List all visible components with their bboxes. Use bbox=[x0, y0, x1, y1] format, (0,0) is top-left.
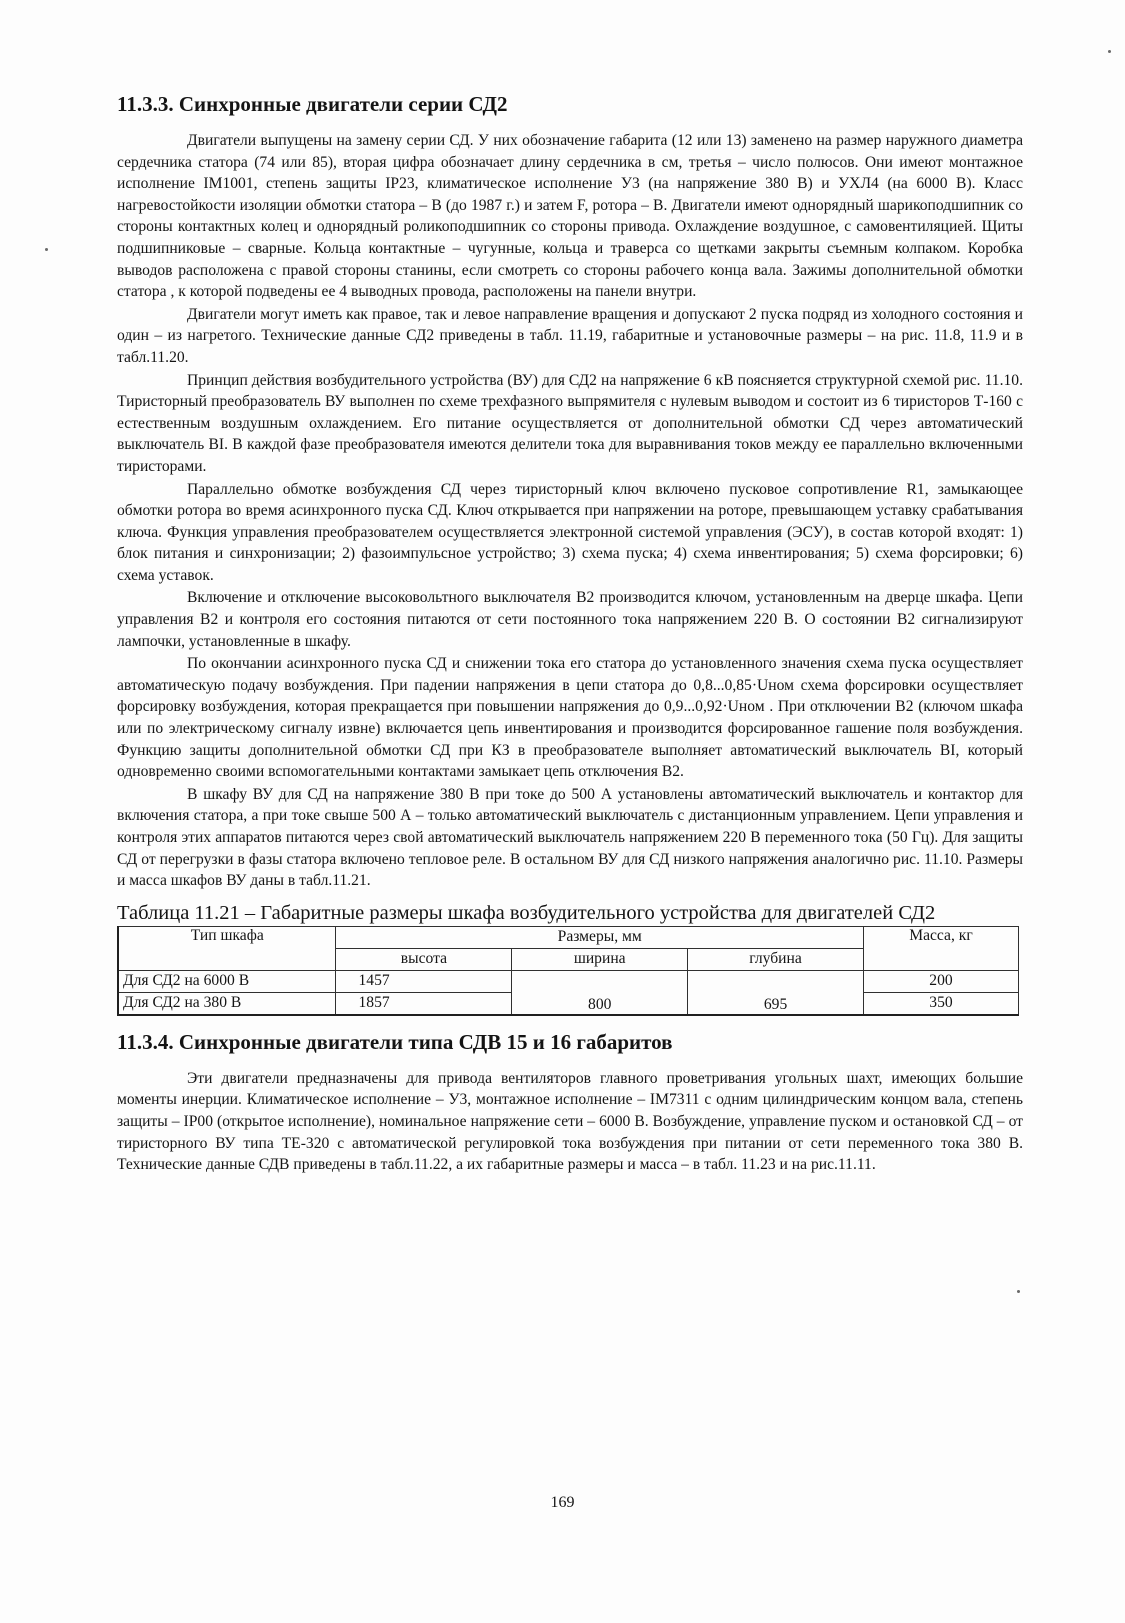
table-row bbox=[118, 970, 1019, 992]
cell-height: 1457 bbox=[336, 970, 512, 992]
paragraph-1: Двигатели выпущены на замену серии СД. У них обозначение габарита (12 или 13) заменено на размер наружного диаметра сердечника статора (74 или 85), вторая цифра обозначает длину сердечника в см, третья – число полюсов. Они имеют монтажное исполнение IM1001, степень защиты IP23, климатическое исполнение У3 (на напряжение 380 В) и УХЛ4 (на 6000 В). Класс нагревостойкости изоляции обмотки статора – В (до 1987 г.) и затем F, ротора – В. Двигатели имеют однорядный шарикоподшипник со стороны контактных колец и однорядный роликоподшипник со стороны привода. Охлаждение воздушное, с самовентиляцией. Щиты подшипниковые – сварные. Кольца контактные – чугунные, кольца и траверса со щетками закрыты съемным колпаком. Коробка выводов расположена с правой стороны станины, если смотреть со стороны рабочего конца вала. Зажимы дополнительной обмотки статора , к которой подведены ее 4 выводных провода, расположены на панели внутри. bbox=[117, 132, 1023, 301]
paragraph-6: По окончании асинхронного пуска СД и снижении тока его статора до установленного значения схема пуска осуществляет автоматическую подачу возбуждения. При падении напряжения в цепи статора до 0,8...0,85·Uном схема форсировки осуществляет форсировку возбуждения, которая прекращается при повышении напряжения до 0,9...0,92·Uном . При отключении В2 (ключом шкафа или по электрическому сигналу извне) включается цепь инвентирования и производится форсированное гашение поля возбуждения. Функцию защиты дополнительной обмотки СД при КЗ в преобразователе выполняет автоматический выключатель BI, который одновременно своими вспомогательными контактами замыкает цепь отключения В2. bbox=[117, 655, 1023, 781]
subheader-width: ширина bbox=[512, 948, 688, 970]
page-content bbox=[117, 92, 1023, 1176]
scan-speck bbox=[1017, 1290, 1020, 1293]
cell-width-shared: 800 bbox=[512, 970, 688, 1015]
dimensions-table bbox=[117, 926, 1019, 1016]
paragraph-5: Включение и отключение высоковольтного выключателя В2 производится ключом, установленным на дверце шкафа. Цепи управления В2 и контроля его состояния питаются от сети постоянного тока напряжением 220 В. О состоянии В2 сигнализируют лампочки, установленные в шкафу. bbox=[117, 589, 1023, 650]
section-heading-11-3-3: 11.3.3. Синхронные двигатели серии СД2 bbox=[117, 92, 508, 116]
paragraph-4: Параллельно обмотке возбуждения СД через тиристорный ключ включено пусковое сопротивление R1, замыкающее обмотки ротора во время асинхронного пуска СД. Ключ открывается при напряжении на роторе, превышающем уставку срабатывания ключа. Функция управления преобразователем осуществляется электронной системой управления (ЭСУ), в состав которой входят: 1) блок питания и синхронизации; 2) фазоимпульсное устройство; 3) схема пуска; 4) схема инвентирования; 5) схема форсировки; 6) схема уставок. bbox=[117, 480, 1023, 584]
cell-mass: 200 bbox=[863, 970, 1018, 992]
cell-mass: 350 bbox=[863, 992, 1018, 1015]
table-caption: Таблица 11.21 – Габаритные размеры шкафа возбудительного устройства для двигателей СД2 bbox=[117, 901, 936, 924]
cell-depth-shared: 695 bbox=[688, 970, 864, 1015]
scan-speck bbox=[1108, 50, 1111, 53]
paragraph-2: Двигатели могут иметь как правое, так и левое направление вращения и допускают 2 пуска подряд из холодного состояния и один – из нагретого. Технические данные СД2 приведены в табл. 11.19, габаритные и установочные размеры – на рис. 11.8, 11.9 и в табл.11.20. bbox=[117, 305, 1023, 366]
cell-type: Для СД2 на 6000 В bbox=[118, 970, 336, 992]
subheader-height: высота bbox=[336, 948, 512, 970]
paragraph-8: Эти двигатели предназначены для привода вентиляторов главного проветривания угольных шахт, имеющих большие моменты инерции. Климатическое исполнение – У3, монтажное исполнение – IM7311 с одним цилиндрическим концом вала, степень защиты – IP00 (открытое исполнение), номинальное напряжение сети – 6000 В. Возбуждение, управление пуском и остановкой СД – от тиристорного ВУ типа ТЕ-320 с автоматической регулировкой тока возбуждения при питании от сети переменного тока 380 В. Технические данные СДВ приведены в табл.11.22, а их габаритные размеры и масса – в табл. 11.23 и на рис.11.11. bbox=[117, 1069, 1023, 1174]
header-mass: Масса, кг bbox=[863, 926, 1018, 970]
scan-speck bbox=[45, 248, 48, 251]
paragraph-7: В шкафу ВУ для СД на напряжение 380 В при токе до 500 А установлены автоматический выключатель и контактор для включения статора, а при токе свыше 500 А – только автоматический выключатель с дистанционным управлением. Цепи управления и контроля этих аппаратов питаются через свой автоматический выключатель напряжением 220 В переменного тока (50 Гц). Для защиты СД от перегрузки в фазы статора включено тепловое реле. В остальном ВУ для СД низкого напряжения аналогично рис. 11.10. Размеры и масса шкафов ВУ даны в табл.11.21. bbox=[117, 785, 1023, 890]
page-number: 169 bbox=[550, 1494, 575, 1511]
header-dimensions: Размеры, мм bbox=[336, 926, 863, 948]
cell-type: Для СД2 на 380 В bbox=[118, 992, 336, 1015]
paragraph-3: Принцип действия возбудительного устройства (ВУ) для СД2 на напряжение 6 кВ поясняется структурной схемой рис. 11.10. Тиристорный преобразователь ВУ выполнен по схеме трехфазного выпрямителя с нулевым выводом и состоит из 6 тиристоров Т-160 с естественным воздушным охлаждением. Его питание осуществляется от дополнительной обмотки СД через автоматический выключатель BI. В каждой фазе преобразователя имеются делители тока для выравнивания токов между ее параллельно включенными тиристорами. bbox=[117, 371, 1023, 475]
cell-height: 1857 bbox=[336, 992, 512, 1015]
section-heading-11-3-4: 11.3.4. Синхронные двигатели типа СДВ 15 и 16 габаритов bbox=[117, 1029, 673, 1054]
table-header-row bbox=[118, 926, 1019, 948]
header-cabinet-type: Тип шкафа bbox=[118, 926, 336, 970]
subheader-depth: глубина bbox=[688, 948, 864, 970]
